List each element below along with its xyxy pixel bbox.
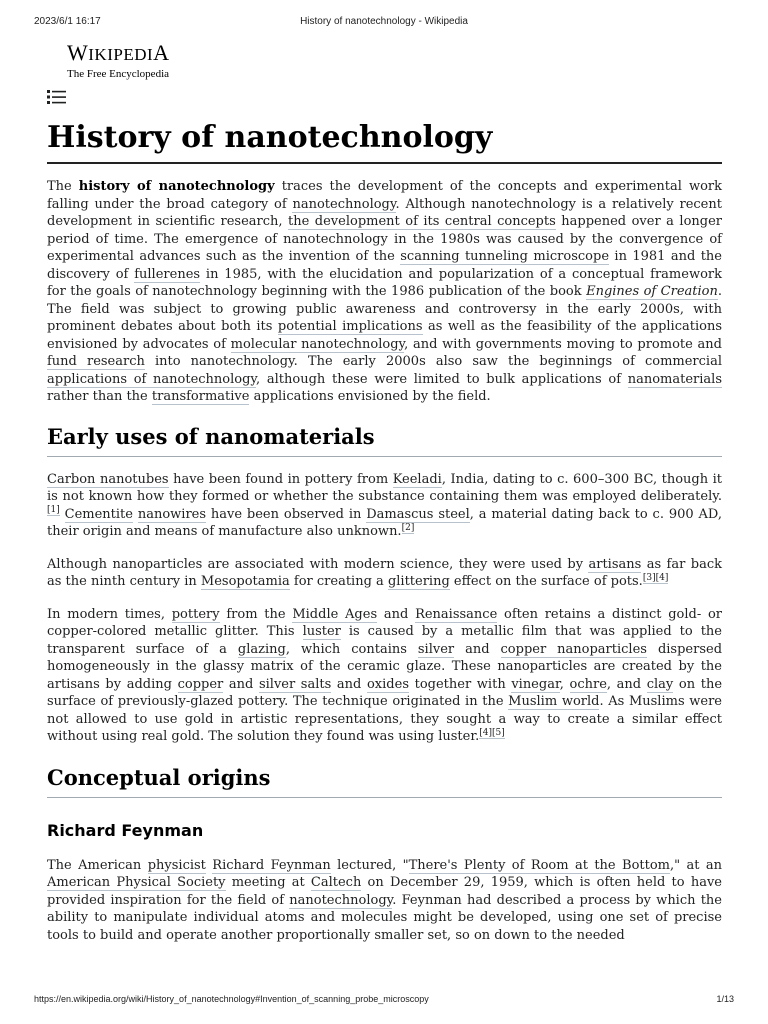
print-footer (0, 994, 768, 1008)
wikipedia-tagline: The Free Encyclopedia (67, 68, 170, 80)
citation-4-5[interactable]: [4][5] (479, 727, 505, 738)
link-transformative[interactable]: transformative (151, 389, 250, 404)
link-vinegar[interactable]: vinegar (511, 676, 560, 692)
link-artisans[interactable]: artisans (588, 556, 642, 572)
link-potential-implications[interactable]: potential implications (277, 319, 423, 334)
link-damascus-steel[interactable]: Damascus steel (366, 506, 470, 522)
link-american-physical-society[interactable]: American Physical Society (47, 875, 226, 890)
link-plenty-of-room[interactable]: There's Plenty of Room at the Bottom (408, 857, 670, 873)
link-molecular-nanotechnology[interactable]: molecular nanotechnology (230, 336, 405, 352)
link-renaissance[interactable]: Renaissance (415, 606, 498, 622)
print-url: https://en.wikipedia.org/wiki/History_of_nanotechnology#Invention_of_scanning_probe_microscopy (34, 994, 429, 1004)
subsection-heading-richard-feynman: Richard Feynman (47, 820, 204, 840)
link-fund-research[interactable]: fund research (47, 354, 145, 369)
link-caltech[interactable]: Caltech (310, 875, 362, 890)
link-muslim-world[interactable]: Muslim world (508, 694, 600, 709)
print-page-number: 1/13 (716, 994, 734, 1004)
wikipedia-wordmark: WIKIPEDIA (67, 40, 170, 65)
paragraph-early-uses-3: In modern times, pottery from the Middle Ages and Renaissance often retains a distinct gold- or copper-colored metallic glitter. This luster is caused by a metallic film that was applied to the transparent surface of a glazing, which contains silver and copper nanoparticles dispersed homogeneously in the glassy matrix of the ceramic glaze. These nanoparticles are created by the artisans by adding copper and silver salts and oxides together with vinegar, ochre, and clay on the surface of previously-glazed pottery. The technique originated in the Muslim world. As Muslims were not allowed to use gold in artistic representations, they sought a way to create a similar effect without using real gold. The solution they found was using luster.[4][5] (47, 606, 723, 744)
link-glittering[interactable]: glittering (387, 574, 450, 589)
link-fullerenes[interactable]: fullerenes (134, 266, 201, 282)
link-silver-salts[interactable]: silver salts (258, 676, 332, 692)
link-oxides[interactable]: oxides (366, 676, 409, 692)
link-silver[interactable]: silver (417, 641, 455, 657)
print-title: History of nanotechnology - Wikipedia (300, 16, 468, 27)
link-applications-of-nanotechnology[interactable]: applications of nanotechnology (47, 371, 257, 387)
section-heading-early-uses: Early uses of nanomaterials (47, 422, 722, 457)
link-scanning-tunneling-microscope[interactable]: scanning tunneling microscope (400, 249, 610, 264)
link-engines-of-creation[interactable]: Engines of Creation (586, 284, 718, 299)
link-cementite[interactable]: Cementite (64, 506, 133, 522)
link-nanomaterials[interactable]: nanomaterials (627, 371, 722, 387)
link-luster[interactable]: luster (302, 624, 341, 639)
link-glazing[interactable]: glazing (237, 641, 286, 657)
paragraph-feynman: The American physicist Richard Feynman lectured, "There's Plenty of Room at the Bottom," at an American Physical Society meeting at Caltech on December 29, 1959, which is often held to have provided inspiration for the field of nanotechnology. Feynman had described a process by which the ability to manipulate individual atoms and molecules might be developed, using one set of precise tools to build and operate another proportionally smaller set, so on down to the needed (47, 857, 722, 943)
intro-paragraph: The history of nanotechnology traces the development of the concepts and experimental work falling under the broad category of nanotechnology. Although nanotechnology is a relatively recent development in scientific research, the development of its central concepts happened over a longer period of time. The emergence of nanotechnology in the 1980s was caused by the convergence of experimental advances such as the invention of the scanning tunneling microscope in 1981 and the discovery of fullerenes in 1985, with the elucidation and popularization of a conceptual framework for the goals of nanotechnology beginning with the 1986 publication of the book Engines of Creation. The field was subject to growing public awareness and controversy in the early 2000s, with prominent debates about both its potential implications as well as the feasibility of the applications envisioned by advocates of molecular nanotechnology, and with governments moving to promote and fund research into nanotechnology. The early 2000s also saw the beginnings of commercial applications of nanotechnology, although these were limited to bulk applications of nanomaterials rather than the transformative applications envisioned by the field. (47, 179, 723, 404)
citation-3-4[interactable]: [3][4] (642, 572, 669, 583)
link-central-concepts[interactable]: the development of its central concepts (288, 214, 556, 229)
link-keeladi[interactable]: Keeladi (392, 471, 442, 487)
list-icon[interactable] (47, 89, 67, 105)
link-mesopotamia[interactable]: Mesopotamia (200, 574, 290, 589)
link-copper-nanoparticles[interactable]: copper nanoparticles (500, 641, 647, 657)
citation-2[interactable]: [2] (401, 522, 415, 533)
article-content (47, 112, 722, 944)
link-richard-feynman[interactable]: Richard Feynman (212, 857, 331, 873)
citation-1[interactable]: [1] (47, 505, 60, 516)
print-datetime: 2023/6/1 16:17 (34, 16, 101, 27)
link-ochre[interactable]: ochre (569, 676, 607, 692)
link-nanotechnology[interactable]: nanotechnology (292, 196, 396, 212)
link-physicist[interactable]: physicist (147, 857, 206, 873)
link-nanotechnology-2[interactable]: nanotechnology (289, 892, 393, 908)
link-middle-ages[interactable]: Middle Ages (292, 606, 378, 622)
link-nanowires[interactable]: nanowires (137, 506, 207, 522)
page-title: History of nanotechnology (47, 112, 722, 164)
link-carbon-nanotubes[interactable]: Carbon nanotubes (47, 471, 169, 487)
link-copper[interactable]: copper (177, 676, 224, 692)
paragraph-early-uses-2: Although nanoparticles are associated with modern science, they were used by artisans as far back as the ninth century in Mesopotamia for creating a glittering effect on the surface of pots.[3][4] (47, 556, 722, 589)
print-header (0, 16, 768, 30)
wikipedia-logo[interactable] (67, 42, 170, 80)
link-clay[interactable]: clay (646, 676, 674, 692)
paragraph-early-uses-1: Carbon nanotubes have been found in pottery from Keeladi, India, dating to c. 600–300 BC, though it is not known how they formed or whether the substance containing them was employed deliberately.[1] Cementite nanowires have been observed in Damascus steel, a material dating back to c. 900 AD, their origin and means of manufacture also unknown.[2] (47, 471, 722, 539)
section-heading-conceptual-origins: Conceptual origins (47, 763, 722, 798)
link-pottery[interactable]: pottery (171, 606, 220, 622)
